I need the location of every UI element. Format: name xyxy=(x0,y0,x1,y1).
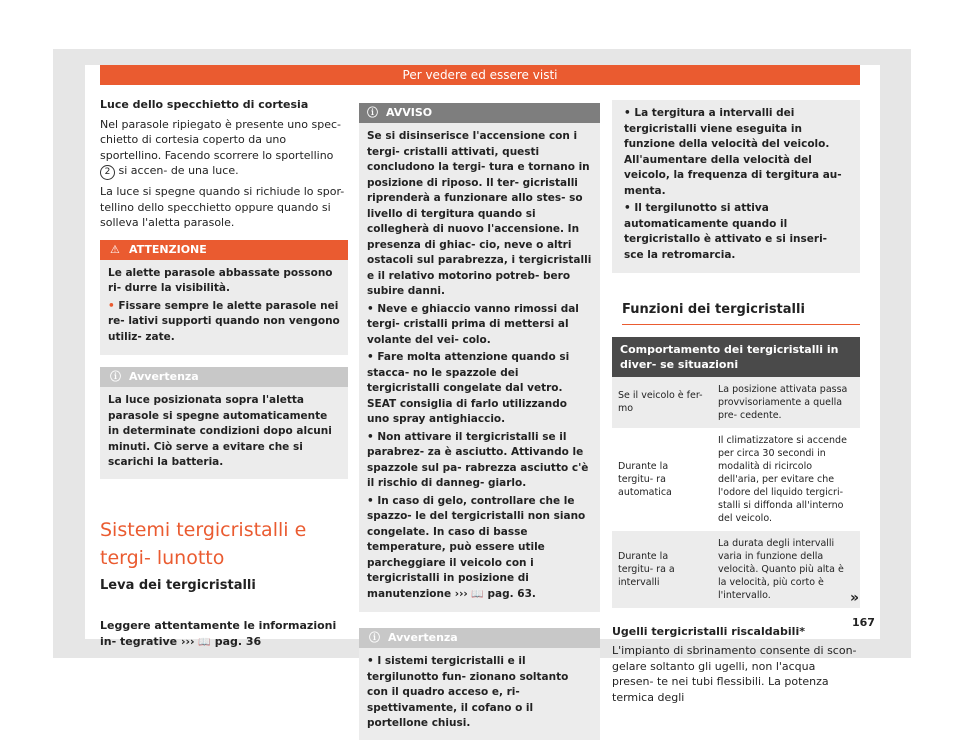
avviso-title: AVVISO xyxy=(386,106,433,119)
bullet-icon: • xyxy=(367,655,378,667)
section-heading-functions: Funzioni dei tergicristalli xyxy=(622,302,860,325)
table-cell: La durata degli intervalli varia in funzione della velocità. Quanto più alta è la velocità, più corto è l'intervallo. xyxy=(712,531,860,608)
continued-body xyxy=(616,104,856,267)
text: La tergitura a intervalli dei tergicristalli viene eseguita in funzione della velocità del veicolo. All'aumentare della velocità del veicolo, la frequenza di tergitura au- menta. xyxy=(624,107,842,197)
warning-triangle-icon: ⚠ xyxy=(110,242,120,256)
text: si accen- de una luce. xyxy=(115,164,239,177)
table-row xyxy=(612,377,860,428)
page-reference-link[interactable]: pag. 63. xyxy=(487,587,536,600)
text: Nel parasole ripiegato è presente uno spec- chietto di cortesia coperto da uno sportellino. Facendo scorrere lo sportellino xyxy=(100,117,341,162)
table-cell: Durante la tergitu- ra automatica xyxy=(618,460,672,498)
warning-body xyxy=(100,260,348,350)
text: Neve e ghiaccio vanno rimossi dal tergi- cristalli prima di mettersi al volante del vei- colo. xyxy=(367,302,579,346)
table-row xyxy=(612,531,860,608)
column-right xyxy=(612,100,860,709)
bullet-icon: • xyxy=(367,430,378,443)
page-header: Per vedere ed essere visti xyxy=(100,65,860,85)
table-cell: La posizione attivata passa provvisoriamente a quella pre- cedente. xyxy=(712,377,860,428)
warning-bullet xyxy=(108,299,340,346)
heading-heated-nozzles: Ugelli tergicristalli riscaldabili* xyxy=(612,624,805,638)
avviso-bullet xyxy=(367,302,592,349)
avviso-intro: Se si disinserisce l'accensione con i tergi- cristalli attivati, questi concludono la tergi- tura e tornano in posizione di riposo. Il ter- gicristalli riprenderà a funzionare allo stes- so livello di tergitura quando si collegherà di nuovo l'accensione. In presenza di ghiac- cio, neve o altri ostacoli sul parabrezza, i tergicristalli e il relativo motorino potreb- bero subire danni. xyxy=(367,130,592,297)
warning-box xyxy=(100,240,348,356)
text: Fissare sempre le alette parasole nei re- lativi supporti quando non vengono utiliz- zate. xyxy=(108,299,340,343)
reference-arrows: ››› xyxy=(180,634,195,648)
bullet-item xyxy=(624,106,848,199)
bullet-item xyxy=(624,201,848,263)
text: Fare molta attenzione quando si stacca- no le spazzole dei tergicristalli congelate dal vetro. SEAT consiglia di farlo utilizzando uno spray antighiaccio. xyxy=(367,351,570,425)
reference-paragraph xyxy=(100,618,348,650)
text: In caso di gelo, controllare che le spazzo- le del tergicristalli non siano congelate. In caso di basse temperature, può essere utile parcheggiare il veicolo con i tergicristalli in posizione di manutenzione xyxy=(367,494,586,600)
continued-box xyxy=(612,100,860,273)
text: Il tergilunotto si attiva automaticamente quando il tergicristallo è attivato e si inseri- sce la retromarcia. xyxy=(624,202,828,261)
callout-number: 2 xyxy=(100,165,115,180)
text: I sistemi tergicristalli e il tergilunotto fun- zionano soltanto con il quadro acceso e, ri- spettivamente, il cofano o il portellone chiusi. xyxy=(367,655,569,729)
warning-title: ATTENZIONE xyxy=(129,242,207,256)
text: Non attivare il tergicristalli se il parabrez- za è asciutto. Attivando le spazzole sul pa- rabrezza asciutto c'è il rischio di danneg- giarlo. xyxy=(367,430,589,489)
note-box-2 xyxy=(359,628,600,740)
note-header xyxy=(359,628,600,648)
info-icon: ⓘ xyxy=(369,631,380,644)
info-icon: ⓘ xyxy=(110,370,121,383)
note-header xyxy=(100,367,348,387)
section-title: Sistemi tergicristalli e tergi- lunotto xyxy=(100,518,307,569)
table-row xyxy=(612,428,860,531)
note-box xyxy=(100,367,348,479)
table-cell: Durante la tergitu- ra a intervalli xyxy=(612,531,712,608)
book-icon: 📖 xyxy=(198,636,211,648)
bullet-icon: • xyxy=(367,494,378,507)
page-reference-link[interactable]: pag. 36 xyxy=(214,634,262,648)
note-title: Avvertenza xyxy=(129,370,199,383)
paragraph-heated-nozzles: L'impianto di sbrinamento consente di scon- gelare soltanto gli ugelli, non l'acqua presen- te nei tubi flessibili. La potenza termica degli xyxy=(612,644,857,704)
bullet-icon: • xyxy=(367,351,378,363)
subsection-title: Leva dei tergicristalli xyxy=(100,577,256,593)
column-left xyxy=(100,97,348,654)
note-title: Avvertenza xyxy=(388,631,458,644)
paragraph-vanity-1 xyxy=(100,117,348,181)
bullet-icon: • xyxy=(367,302,378,315)
wiper-behaviour-table xyxy=(612,377,860,608)
bullet-icon: • xyxy=(108,299,119,312)
continue-arrow: » xyxy=(850,590,860,606)
paragraph-vanity-2: La luce si spegne quando si richiude lo spor- tellino dello specchietto oppure quando si solleva l'aletta parasole. xyxy=(100,185,345,229)
table-title: Comportamento dei tergicristalli in diver- se situazioni xyxy=(612,337,860,377)
note-body xyxy=(359,648,600,734)
table-cell: Il climatizzatore si accende per circa 30 secondi in modalità di ricircolo dell'aria, per evitare che l'odore del liquido tergicri- stalli si diffonda all'interno del veicolo. xyxy=(718,434,847,524)
heading-vanity-light: Luce dello specchietto di cortesia xyxy=(100,98,309,111)
reference-arrows: ››› xyxy=(454,587,468,600)
avviso-bullet xyxy=(367,350,592,428)
column-middle xyxy=(359,103,600,740)
warning-header xyxy=(100,240,348,260)
avviso-header xyxy=(359,103,600,123)
text: Leggere attentamente le informazioni in- tegrative xyxy=(100,619,337,648)
table-cell: Se il veicolo è fer- mo xyxy=(612,377,712,428)
warning-text: Le alette parasole abbassate possono ri- durre la visibilità. xyxy=(108,266,333,294)
avviso-bullet xyxy=(367,430,592,492)
book-icon: 📖 xyxy=(471,588,484,600)
page-number: 167 xyxy=(852,616,875,629)
bullet-icon: • xyxy=(624,107,635,119)
avviso-body xyxy=(359,123,600,606)
info-icon: ⓘ xyxy=(367,106,378,119)
note-body: La luce posizionata sopra l'aletta parasole si spegne automaticamente in determinate condizioni dopo alcuni minuti. Ciò serve a evitare che si scarichi la batteria. xyxy=(108,394,332,468)
avviso-box xyxy=(359,103,600,612)
avviso-bullet xyxy=(367,494,592,603)
bullet-icon: • xyxy=(624,202,635,214)
